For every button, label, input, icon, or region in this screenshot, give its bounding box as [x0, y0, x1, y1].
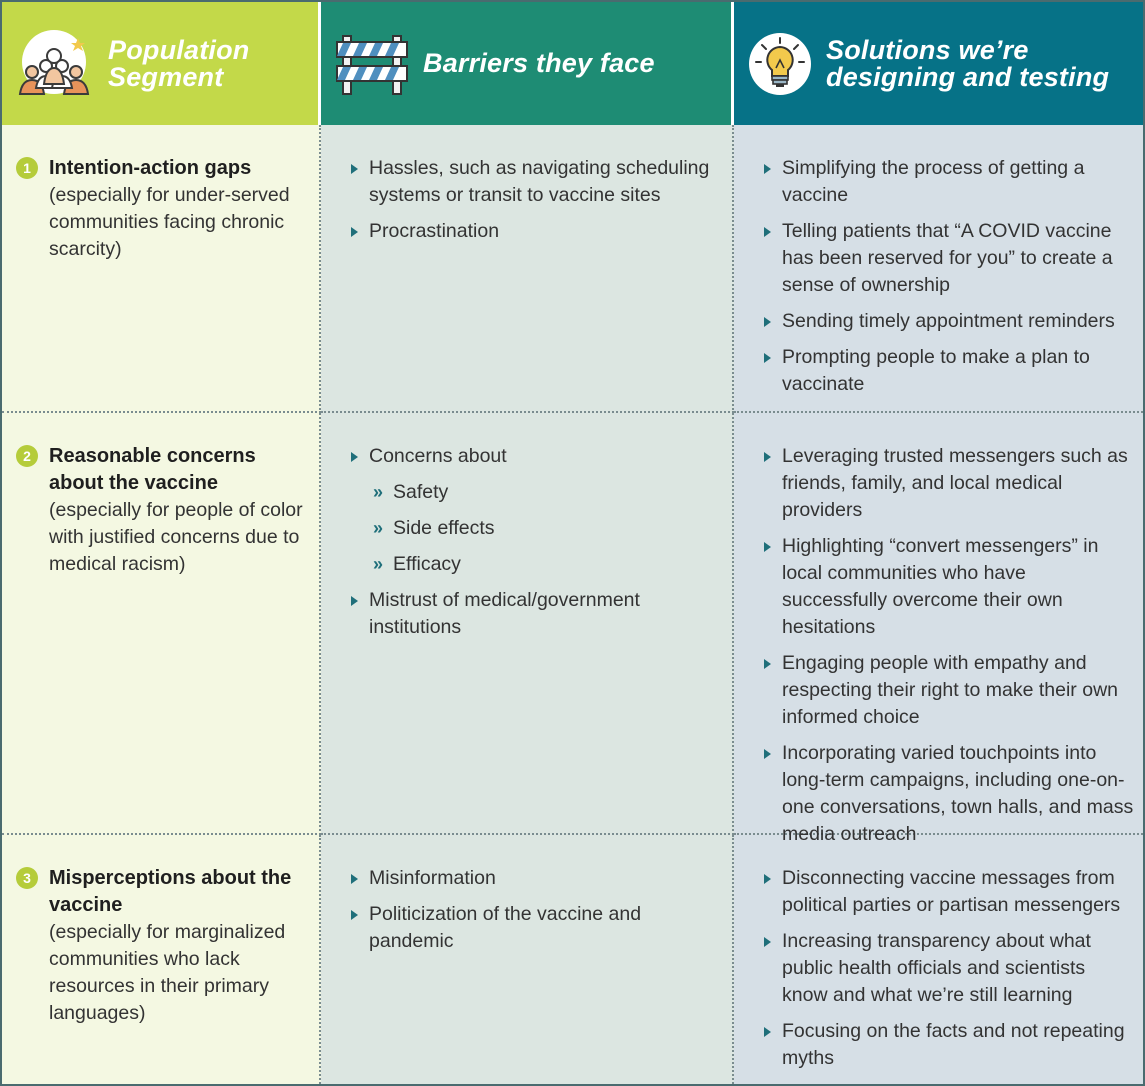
- sub-list-item: [369, 551, 722, 578]
- list-item: Prompting people to make a plan to vaccinate: [764, 344, 1135, 398]
- segment-cell-1: [2, 125, 321, 413]
- barriers-cell-2: [321, 413, 734, 835]
- list-item: Mistrust of medical/government institutions: [351, 587, 722, 641]
- list-item: Increasing transparency about what public health officials and scientists know and what we’re still learning: [764, 928, 1135, 1009]
- list-item: Misinformation: [351, 865, 722, 892]
- header-solutions: [734, 2, 1143, 125]
- segment-title: Intention-action gaps: [49, 157, 252, 179]
- segment-subtitle: (especially for people of color with justified concerns due to medical racism): [49, 499, 303, 575]
- list-item: Procrastination: [351, 218, 722, 245]
- header-label-line1: Barriers they face: [423, 48, 655, 78]
- list-item: Engaging people with empathy and respecting their right to make their own informed choice: [764, 650, 1135, 731]
- segment-subtitle: (especially for marginalized communities who lack resources in their primary languages): [49, 921, 286, 1024]
- sub-list-item-text: Safety: [393, 481, 449, 503]
- list-item: Incorporating varied touchpoints into long-term campaigns, including one-on-one conversations, town halls, and mass media outreach: [764, 740, 1135, 848]
- header-population-segment: [2, 2, 321, 125]
- list-item: Focusing on the facts and not repeating myths: [764, 1018, 1135, 1072]
- double-chevron-icon: »: [373, 482, 384, 502]
- segment-cell-3: [2, 835, 321, 1084]
- number-badge: 3: [16, 867, 38, 889]
- list-item: Simplifying the process of getting a vaccine: [764, 155, 1135, 209]
- sub-list-item-text: Side effects: [393, 517, 495, 539]
- header-label-line2: Segment: [108, 61, 224, 92]
- sub-list-item: [369, 479, 722, 506]
- header-label-line2: designing and testing: [826, 61, 1110, 92]
- lightbulb-icon: [748, 32, 812, 96]
- segment-cell-2: [2, 413, 321, 835]
- list-item-text: Concerns about: [369, 445, 507, 467]
- list-item: Hassles, such as navigating scheduling systems or transit to vaccine sites: [351, 155, 722, 209]
- solutions-cell-2: [734, 413, 1143, 845]
- sub-list-item: [369, 515, 722, 542]
- list-item: Leveraging trusted messengers such as friends, family, and local medical providers: [764, 443, 1135, 524]
- segment-title: Reasonable concerns about the vaccine: [49, 445, 256, 494]
- list-item: Sending timely appointment reminders: [764, 308, 1135, 335]
- barriers-cell-3: [321, 835, 734, 1084]
- solutions-cell-3: [734, 835, 1143, 1084]
- segment-title: Misperceptions about the vaccine: [49, 867, 292, 916]
- list-item: [351, 443, 722, 578]
- segment-subtitle: (especially for under-served communities facing chronic scarcity): [49, 184, 290, 260]
- list-item: Telling patients that “A COVID vaccine has been reserved for you” to create a sense of ownership: [764, 218, 1135, 299]
- number-badge: 1: [16, 157, 38, 179]
- double-chevron-icon: »: [373, 554, 384, 574]
- list-item: Highlighting “convert messengers” in local communities who have successfully overcome their own hesitations: [764, 533, 1135, 641]
- header-barriers: [321, 2, 734, 125]
- barriers-cell-1: [321, 125, 734, 413]
- barricade-icon: [335, 32, 409, 96]
- people-group-icon: [14, 28, 94, 100]
- solutions-cell-1: [734, 125, 1143, 413]
- list-item: Disconnecting vaccine messages from political parties or partisan messengers: [764, 865, 1135, 919]
- number-badge: 2: [16, 445, 38, 467]
- double-chevron-icon: »: [373, 518, 384, 538]
- header-label-line1: Solutions we’re: [826, 34, 1029, 65]
- sub-list-item-text: Efficacy: [393, 553, 461, 575]
- list-item: Politicization of the vaccine and pandemic: [351, 901, 722, 955]
- header-label-line1: Population: [108, 34, 250, 65]
